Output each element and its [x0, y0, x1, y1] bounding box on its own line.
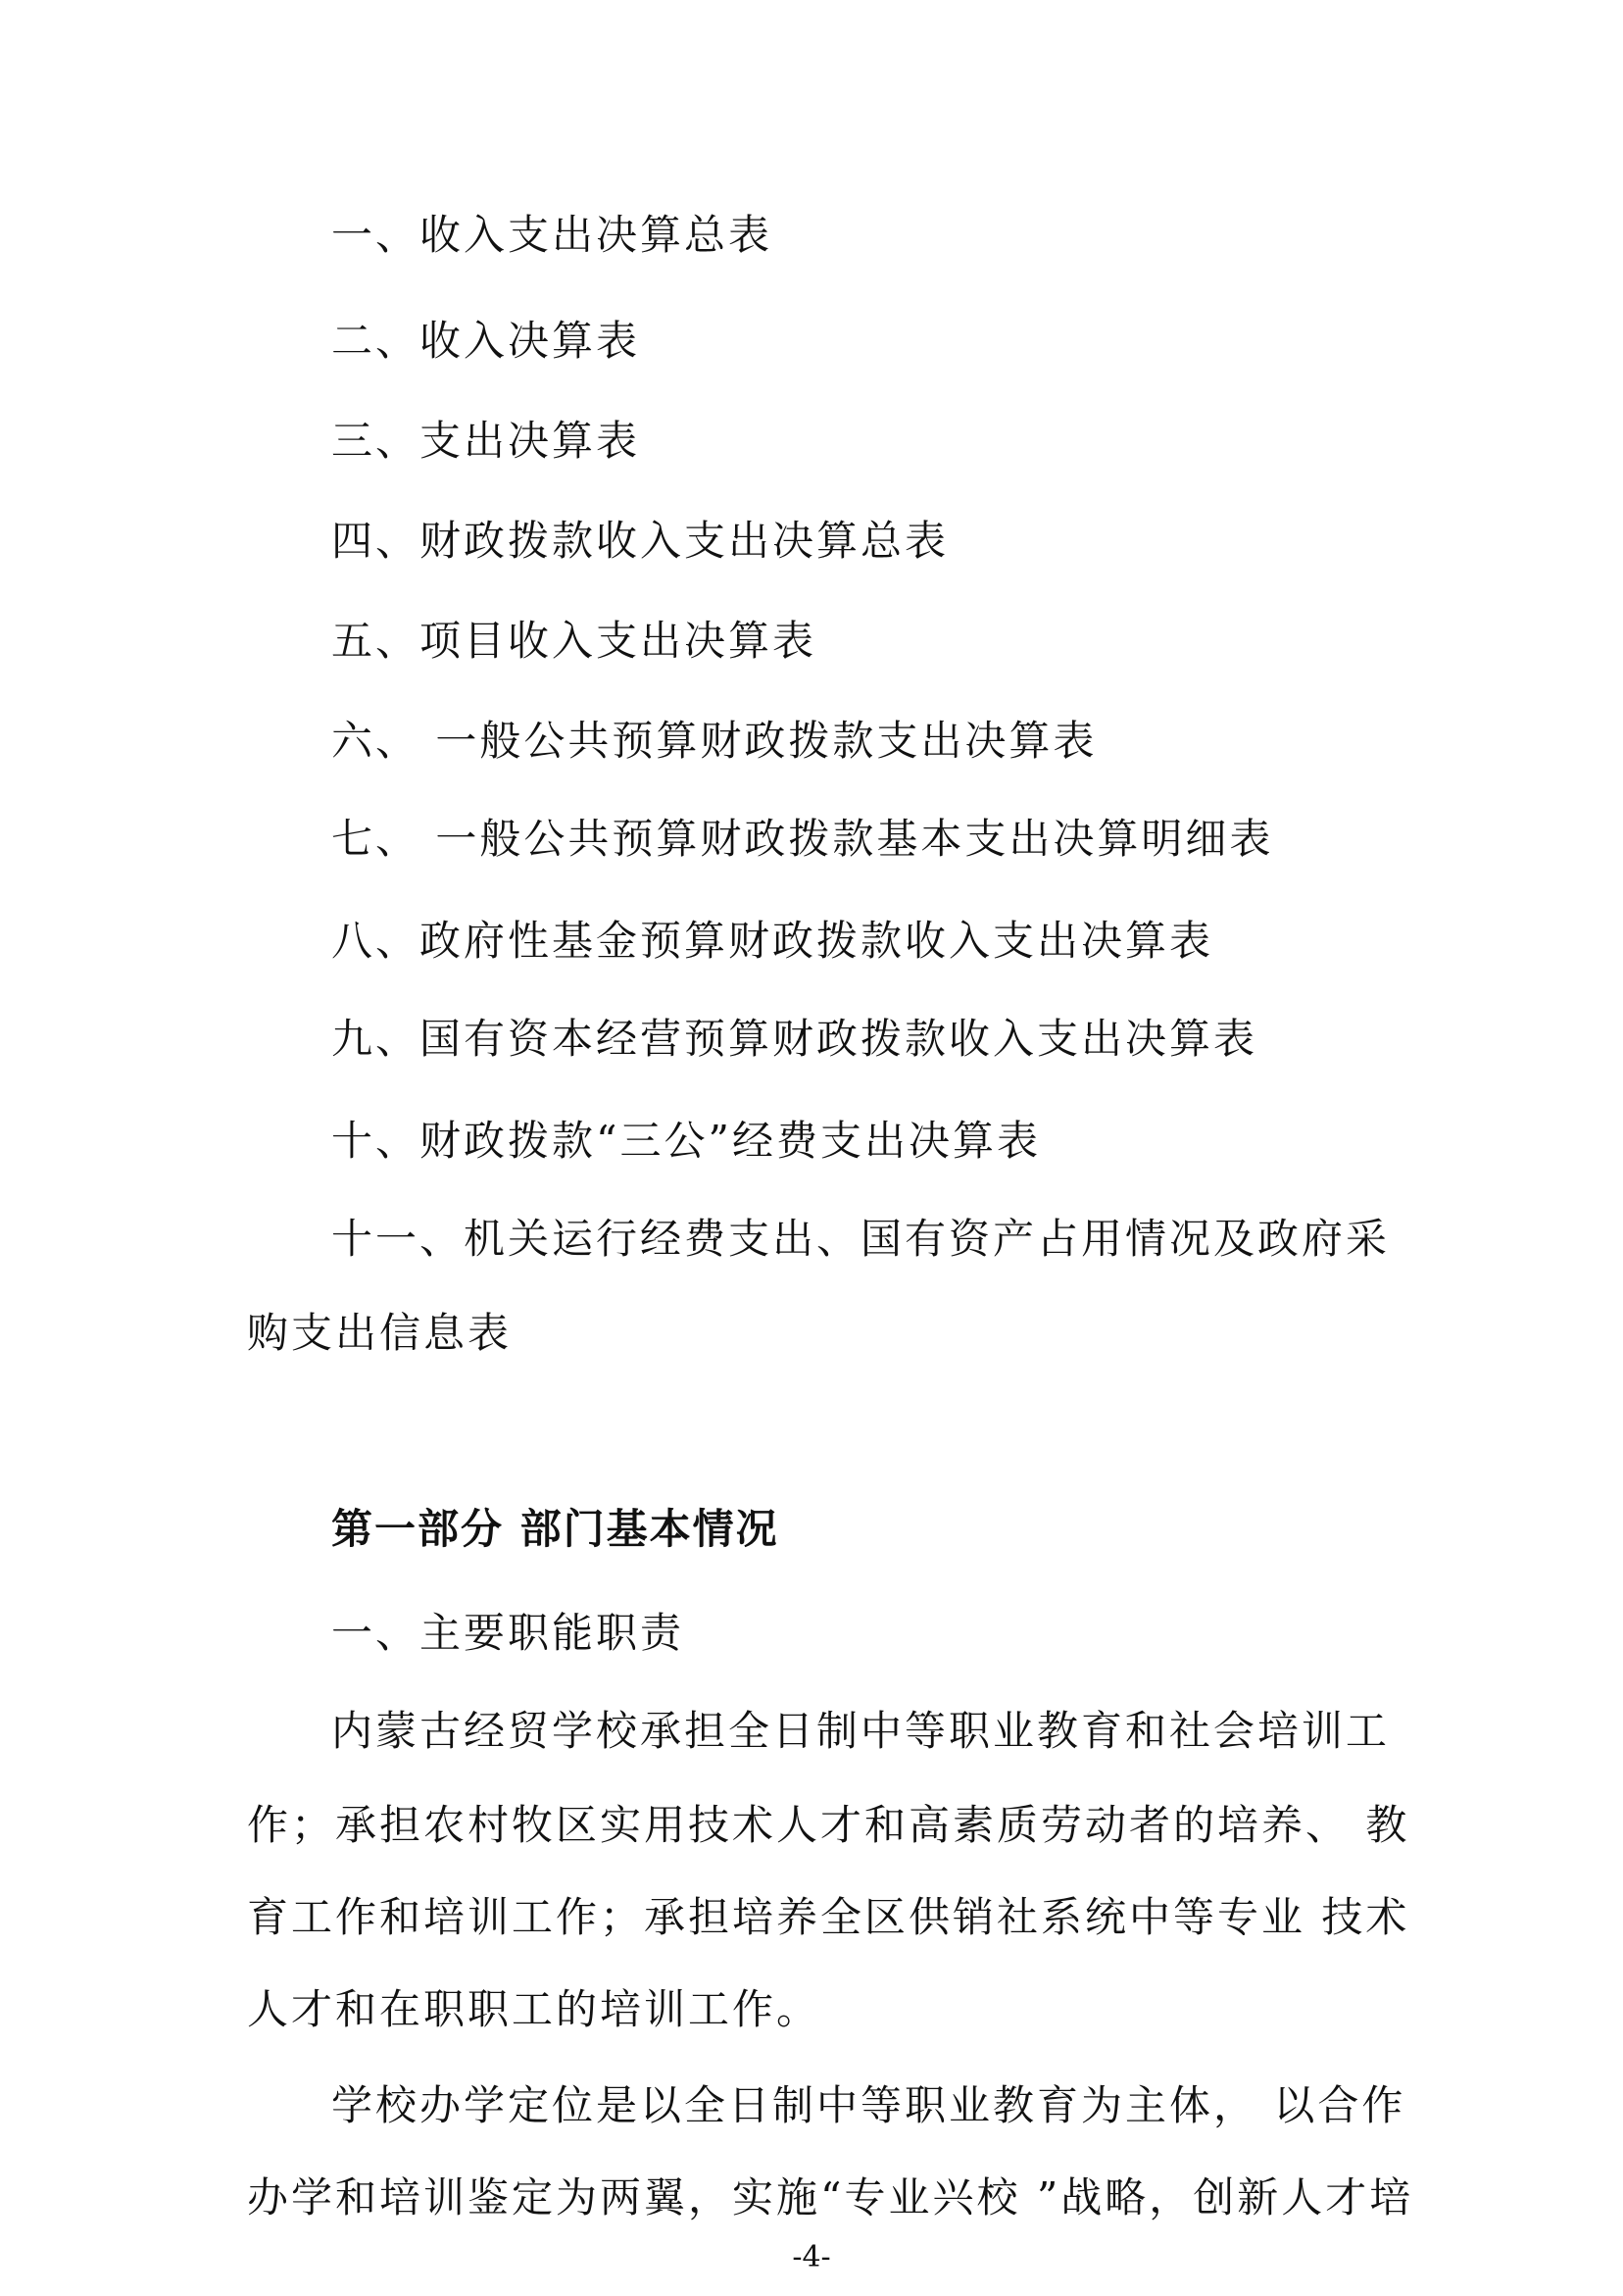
paragraph-2-line-1: 学校办学定位是以全日制中等职业教育为主体， 以合作: [331, 2081, 1406, 2129]
page-number: -4-: [792, 2240, 831, 2274]
paragraph-2-line-2: 办学和培训鉴定为两翼，实施“专业兴校 ”战略，创新人才培: [247, 2173, 1414, 2221]
toc-item-2: 二、收入决算表: [331, 317, 641, 365]
toc-item-3: 三、支出决算表: [331, 417, 641, 465]
paragraph-1-line-4: 人才和在职职工的培训工作。: [247, 1985, 821, 2033]
toc-item-8: 八、政府性基金预算财政拨款收入支出决算表: [331, 917, 1214, 965]
toc-item-9: 九、国有资本经营预算财政拨款收入支出决算表: [331, 1015, 1258, 1063]
paragraph-1-line-2: 作；承担农村牧区实用技术人才和高素质劳动者的培养、 教: [247, 1801, 1410, 1849]
paragraph-1-line-1: 内蒙古经贸学校承担全日制中等职业教育和社会培训工: [331, 1707, 1391, 1755]
toc-item-11: 十一、机关运行经费支出、国有资产占用情况及政府采: [331, 1215, 1391, 1263]
toc-item-4: 四、财政拨款收入支出决算总表: [331, 517, 950, 565]
toc-item-1: 一、收入支出决算总表: [331, 211, 773, 259]
toc-item-7: 七、 一般公共预算财政拨款基本支出决算明细表: [331, 815, 1274, 863]
toc-item-11-continued: 购支出信息表: [247, 1309, 513, 1357]
toc-item-5: 五、项目收入支出决算表: [331, 617, 817, 665]
section-title: 一、主要职能职责: [331, 1609, 685, 1657]
toc-item-6: 六、 一般公共预算财政拨款支出决算表: [331, 717, 1098, 765]
paragraph-1-line-3: 育工作和培训工作；承担培养全区供销社系统中等专业 技术: [247, 1893, 1410, 1941]
toc-item-10: 十、财政拨款“三公”经费支出决算表: [331, 1117, 1041, 1165]
part-title: 第一部分 部门基本情况: [331, 1505, 779, 1553]
